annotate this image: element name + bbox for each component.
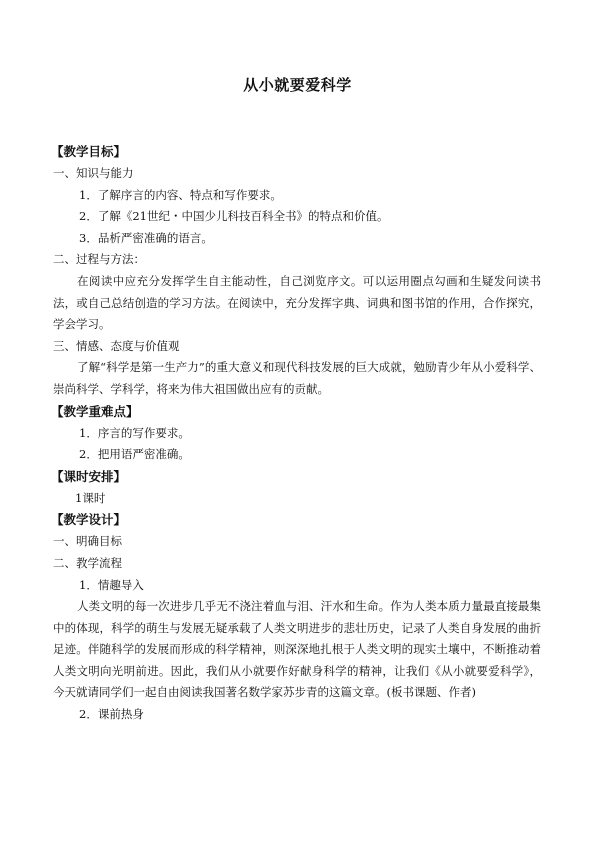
key-point-item-1: 1．序言的写作要求。 <box>79 425 190 440</box>
document-body <box>53 141 541 726</box>
design-part2: 二、教学流程 <box>53 555 122 570</box>
goals-part2-label: 二、过程与方法： <box>53 252 145 267</box>
design-part1: 一、明确目标 <box>53 534 122 549</box>
design-step1-paragraph: 人类文明的每一次进步几乎无不浇注着血与泪、汗水和生命。作为人类本质力量最直接最集中的体现，科学的萌生与发展无疑承载了人类文明进步的悲壮历史，记录了人类自身发展的曲折足迹。伴随科学的发展而形成的科学精神，则深深地扎根于人类文明的现实土壤中，不断推动着人类文明向光明前进。因此，我们从小就要作好献身科学的精神，让我们《从小就要爱科学》，今天就请同学们一起自由阅读我国著名数学家苏步青的这篇文章。(板书课题、作者) <box>53 599 541 700</box>
section-heading-schedule: 【课时安排】 <box>51 468 127 484</box>
goals-item-3: 3．品析严密准确的语言。 <box>79 230 213 245</box>
section-heading-design: 【教学设计】 <box>51 512 127 528</box>
document-title: 从小就要爱科学 <box>243 76 352 94</box>
key-point-item-2: 2．把用语严密准确。 <box>79 447 190 462</box>
goals-part3-label: 三、情感、态度与价值观 <box>53 338 180 353</box>
goals-item-1: 1．了解序言的内容、特点和写作要求。 <box>79 187 282 202</box>
goals-part1-label: 一、知识与能力 <box>53 166 134 180</box>
goals-item-2: 2．了解《21世纪・中国少儿科技百科全书》的特点和价值。 <box>79 209 389 224</box>
section-heading-key-points: 【教学重难点】 <box>51 403 139 419</box>
goals-part3-paragraph: 了解“科学是第一生产力”的重大意义和现代科技发展的巨大成就，勉励青少年从小爱科学、崇尚科学、学科学，将来为伟大祖国做出应有的贡献。 <box>53 360 541 396</box>
design-step2-label: 2．课前热身 <box>79 707 144 722</box>
goals-part2-paragraph: 在阅读中应充分发挥学生自主能动性，自己浏览序文。可以运用圈点勾画和生疑发问读书法，或自己总结创造的学习方法。在阅读中，充分发挥字典、词典和图书馆的作用，合作探究，学会学习。 <box>53 273 541 332</box>
schedule-value: 1课时 <box>75 490 106 505</box>
design-step1-label: 1．情趣导入 <box>79 577 144 592</box>
section-heading-goals: 【教学目标】 <box>51 144 127 159</box>
